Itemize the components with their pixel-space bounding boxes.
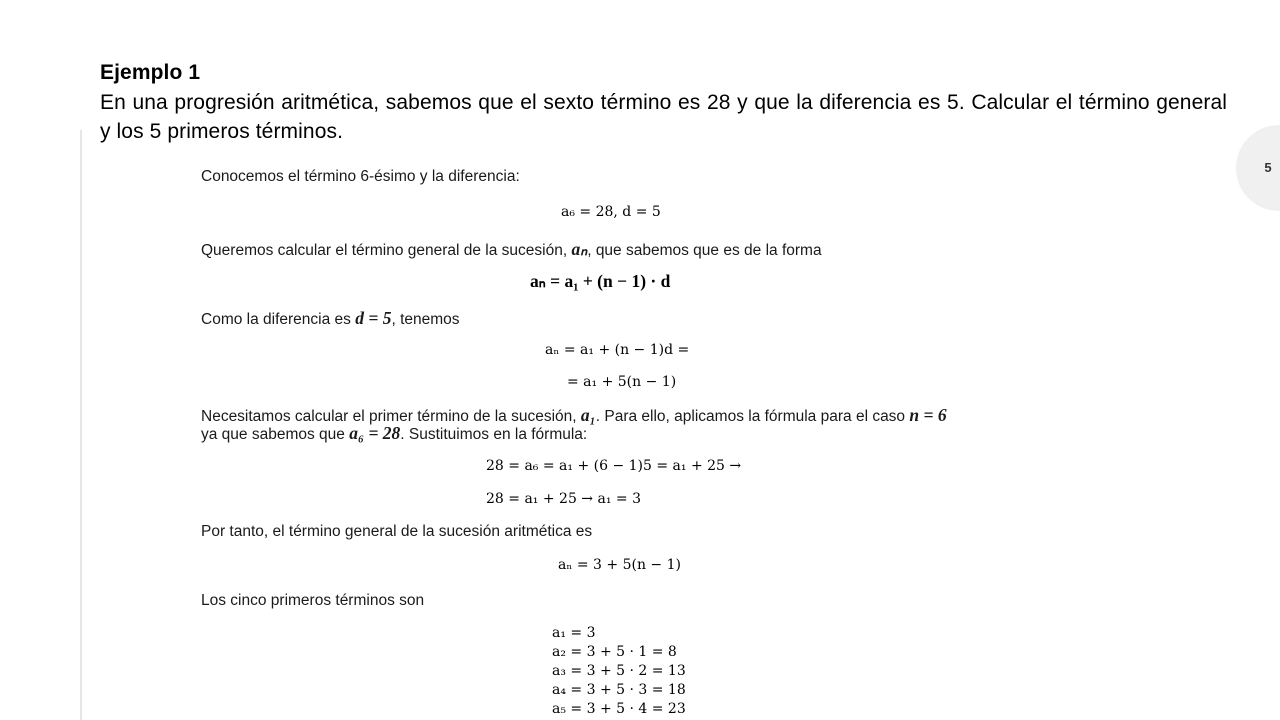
first-term-text-a: Necesitamos calcular el primer término de la sucesión, [201,408,581,425]
solve-first-term: 28 = a₁ + 25 → a₁ = 3 [486,491,641,507]
general-form-text-b: , que sabemos que es de la forma [587,242,822,259]
substitute-variable: a₆ = 28 [349,423,401,443]
problem-statement: En una progresión aritmética, sabemos que el sexto término es 28 y que la diferencia es 5. Calcular el término general y los 5 primeros términos. [100,90,1227,143]
term-3: a₃ = 3 + 5 · 2 = 13 [552,663,686,679]
term-2: a₂ = 3 + 5 · 1 = 8 [552,644,677,660]
example-title: Ejemplo 1 [100,61,201,84]
terms-intro: Los cinco primeros términos son [201,592,425,609]
general-form-sentence [201,240,822,260]
term-4: a₄ = 3 + 5 · 3 = 18 [552,682,686,698]
general-form-variable: aₙ [571,239,588,259]
general-term-result: aₙ = 3 + 5(n − 1) [558,557,681,573]
difference-text-a: Como la diferencia es [201,311,356,328]
substitute-text-b: . Sustituimos en la fórmula: [400,426,588,443]
difference-text-b: , tenemos [391,311,460,328]
given-values: a₆ = 28, d = 5 [561,204,661,220]
substitute-text-a: ya que sabemos que [201,426,350,443]
derivation-step-1: aₙ = a₁ + (n − 1)d = [545,342,690,358]
page-number: 5 [1264,160,1272,175]
first-term-variable: a₁ [580,405,596,425]
first-term-sentence [201,406,947,426]
first-term-text-b: . Para ello, aplicamos la fórmula para el caso [595,408,910,425]
term-1: a₁ = 3 [552,625,596,641]
general-form-text-a: Queremos calcular el término general de la sucesión, [201,242,572,259]
substitute-sentence [201,424,587,444]
substitution-equation: 28 = a₆ = a₁ + (6 − 1)5 = a₁ + 25 → [486,458,742,474]
first-term-case: n = 6 [909,405,947,425]
derivation-step-2: = a₁ + 5(n − 1) [567,374,677,390]
solution-intro: Conocemos el término 6-ésimo y la diferencia: [201,168,520,185]
term-5: a₅ = 3 + 5 · 4 = 23 [552,701,686,717]
general-form-formula: aₙ = a₁ + (n − 1) · d [530,271,671,291]
conclusion-sentence: Por tanto, el término general de la sucesión aritmética es [201,523,593,540]
difference-variable: d = 5 [355,308,392,328]
difference-sentence [201,309,460,329]
